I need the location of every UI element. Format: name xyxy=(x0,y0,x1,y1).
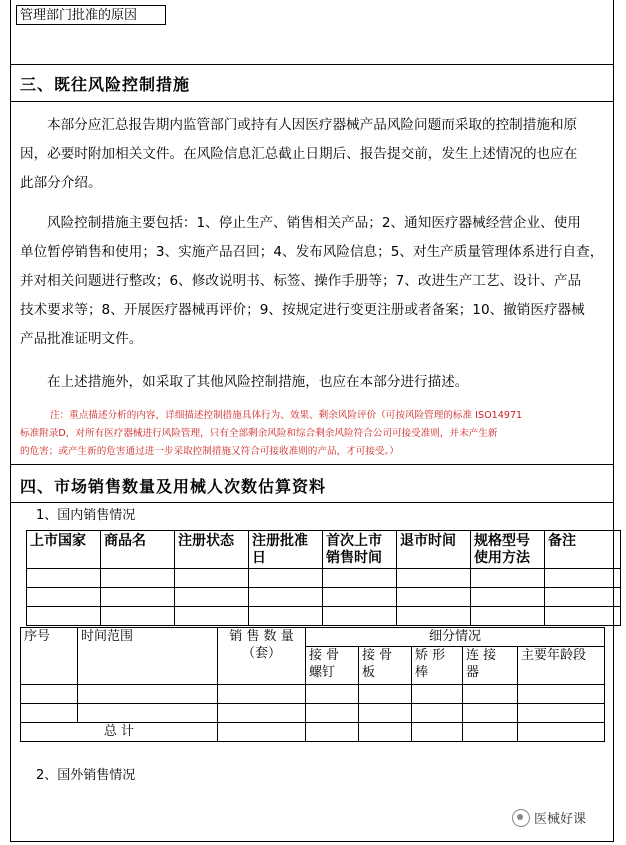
para-line: 本部分应汇总报告期内监管部门或持有人因医疗器械产品风险问题而采取的控制措施和原 xyxy=(47,117,578,133)
section3-note xyxy=(20,407,614,461)
table-row xyxy=(21,704,605,723)
watermark xyxy=(512,808,586,827)
para-line: 风险控制措施主要包括：1、停止生产、销售相关产品；2、通知医疗器械经营企业、使用 xyxy=(47,215,581,231)
col-bone-plate: 接 骨 板 xyxy=(359,647,412,685)
para-line: 产品批准证明文件。 xyxy=(20,331,143,347)
col-first-launch: 首次上市 销售时间 xyxy=(323,531,397,569)
col-no: 序号 xyxy=(21,628,78,685)
col-age-group: 主要年龄段 xyxy=(518,647,605,685)
col-sales-qty: 销 售 数 量 （套） xyxy=(218,628,306,685)
divider xyxy=(10,464,614,465)
para-line: 单位暂停销售和使用；3、实施产品召回；4、发布风险信息；5、对生产质量管理体系进行自查， xyxy=(20,244,604,260)
col-reg-status: 注册状态 xyxy=(175,531,249,569)
section3-para1 xyxy=(20,111,610,198)
note-line: 标准附录D，对所有医疗器械进行风险管理，只有全部剩余风险和综合剩余风险符合公司可接受准则，并未产生新 xyxy=(20,428,498,439)
section3-title: 三、既往风险控制措施 xyxy=(20,75,191,94)
divider xyxy=(10,101,614,102)
foreign-sales-label: 2、国外销售情况 xyxy=(36,768,136,783)
table-row xyxy=(27,607,621,626)
divider xyxy=(10,64,614,65)
table-row xyxy=(27,588,621,607)
para-line: 技术要求等；8、开展医疗器械再评价；9、按规定进行变更注册或者备案；10、撤销医疗器械 xyxy=(20,302,585,318)
para-line: 此部分介绍。 xyxy=(20,175,102,191)
col-spec-model: 规格型号 使用方法 xyxy=(471,531,545,569)
col-remarks: 备注 xyxy=(545,531,621,569)
divider xyxy=(10,502,614,503)
section3-para2 xyxy=(20,209,610,354)
col-approval-date: 注册批准 日 xyxy=(249,531,323,569)
col-bone-screw: 接 骨 螺钉 xyxy=(306,647,359,685)
table-row xyxy=(27,569,621,588)
section4-title: 四、市场销售数量及用械人次数估算资料 xyxy=(20,477,327,496)
sales-detail-table xyxy=(20,627,605,742)
col-ortho-rod: 矫 形 棒 xyxy=(412,647,463,685)
note-line: 的危害；或产生新的危害通过进一步采取控制措施又符合可接收准则的产品，才可接受。） xyxy=(20,446,399,457)
total-label: 总 计 xyxy=(21,723,218,742)
total-row xyxy=(21,723,605,742)
watermark-text: 医械好课 xyxy=(534,812,587,827)
col-withdrawal: 退市时间 xyxy=(397,531,471,569)
domestic-sales-table xyxy=(26,530,621,626)
section3-para3: 在上述措施外，如采取了其他风险控制措施，也应在本部分进行描述。 xyxy=(47,374,469,390)
col-breakdown: 细分情况 xyxy=(306,628,605,647)
para-line: 并对相关问题进行整改；6、修改说明书、标签、操作手册等；7、改进生产工艺、设计、产品 xyxy=(20,273,582,289)
wechat-icon xyxy=(512,809,530,827)
table-row xyxy=(21,685,605,704)
para-line: 因，必要时附加相关文件。在风险信息汇总截止日期后、报告提交前，发生上述情况的也应在 xyxy=(20,146,578,162)
domestic-sales-label: 1、国内销售情况 xyxy=(36,508,136,523)
note-line: 注：重点描述分析的内容，详细描述控制措施具体行为、效果、剩余风险评价（可按风险管理的标准 ISO14971 xyxy=(50,410,523,421)
col-country: 上市国家 xyxy=(27,531,101,569)
col-trade-name: 商品名 xyxy=(101,531,175,569)
approval-reason-cell: 管理部门批准的原因 xyxy=(16,5,166,25)
col-time-range: 时间范围 xyxy=(78,628,218,685)
col-connector: 连 接 器 xyxy=(463,647,518,685)
